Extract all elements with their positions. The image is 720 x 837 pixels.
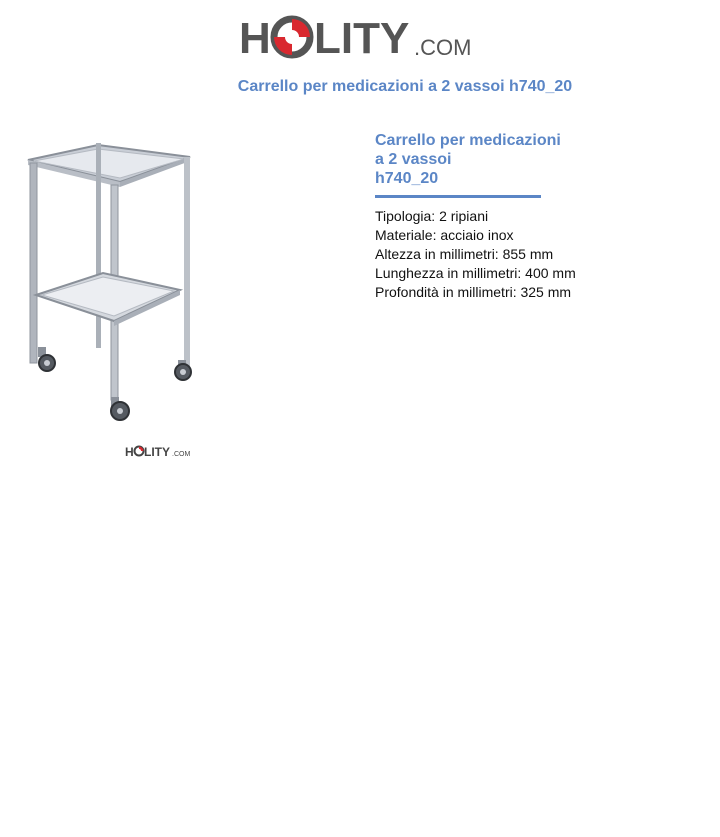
small-logo-o-emblem [135,447,144,456]
logo-domain: .COM [414,35,472,60]
spec-material: Materiale: acciaio inox [375,227,514,243]
product-title [375,131,675,188]
logo-letter-h: H [239,14,271,62]
product-details [375,131,675,302]
brand-logo-small [125,444,195,458]
spec-length: Lunghezza in millimetri: 400 mm [375,265,576,281]
medical-trolley-image[interactable] [8,125,200,435]
logo-wordmark: LITY [314,14,410,62]
spec-list [375,207,675,302]
page-title: Carrello per medicazioni a 2 vassoi h740_20 [237,78,573,95]
spec-height: Altezza in millimetri: 855 mm [375,246,554,262]
small-logo-wordmark: LITY [144,445,170,458]
small-logo-letter-h: H [125,445,134,458]
brand-logo[interactable] [239,12,484,62]
title-divider [375,195,541,198]
spec-type: Tipologia: 2 ripiani [375,208,489,224]
spec-depth: Profondità in millimetri: 325 mm [375,284,572,300]
product-title-line: a 2 vassoi [375,151,452,168]
product-title-line: Carrello per medicazioni [375,132,561,149]
product-code: h740_20 [375,170,439,187]
small-logo-domain: .COM [172,451,191,458]
logo-o-emblem [274,19,310,55]
